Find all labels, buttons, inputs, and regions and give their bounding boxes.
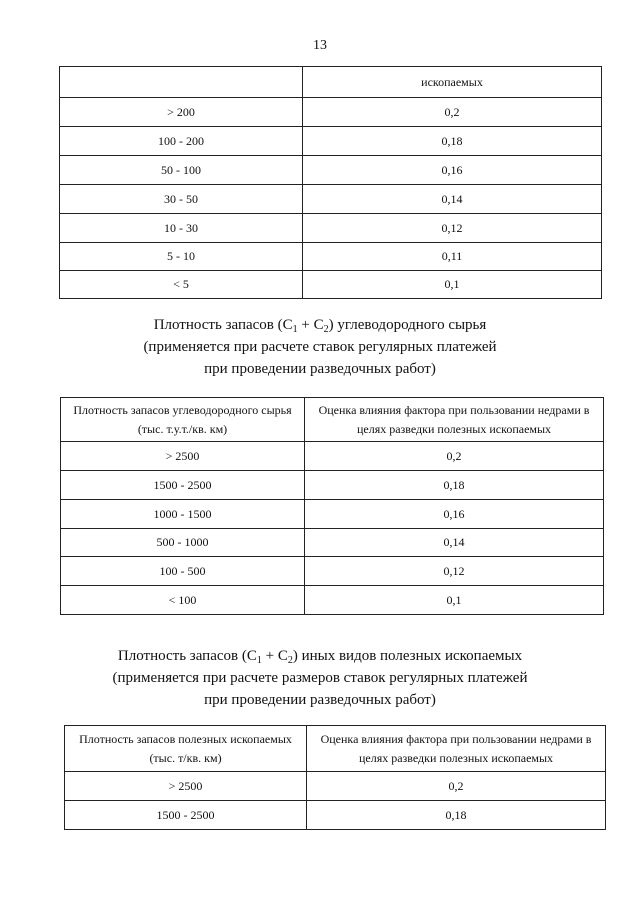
factor-cell: 0,2	[307, 772, 606, 801]
header-cell-factor: Оценка влияния фактора при пользовании недрами в целях разведки полезных ископаемых	[305, 398, 604, 442]
factor-cell: 0,16	[305, 500, 604, 529]
factor-cell: 0,18	[307, 801, 606, 830]
header-cell: ископаемых	[303, 67, 602, 98]
table-row	[60, 156, 602, 185]
table-row	[60, 98, 602, 127]
table-row	[61, 586, 604, 615]
table-header-row	[61, 398, 604, 442]
heading-line: при проведении разведочных работ)	[204, 692, 436, 708]
header-cell-density: Плотность запасов полезных ископаемых (тыс. т/кв. км)	[65, 726, 307, 772]
density-cell: < 5	[60, 271, 303, 299]
heading-line: (применяется при расчете размеров ставок регулярных платежей	[112, 670, 528, 686]
table-row	[65, 801, 606, 830]
density-cell: > 2500	[65, 772, 307, 801]
heading-line: при проведении разведочных работ)	[204, 361, 436, 377]
density-cell: 1500 - 2500	[65, 801, 307, 830]
table-header-row	[65, 726, 606, 772]
density-cell: > 2500	[61, 442, 305, 471]
table-mineral-density	[64, 725, 606, 830]
density-cell: 100 - 200	[60, 127, 303, 156]
table-row	[61, 500, 604, 529]
density-cell: > 200	[60, 98, 303, 127]
table-row	[61, 529, 604, 557]
density-cell: 1000 - 1500	[61, 500, 305, 529]
table-row	[61, 442, 604, 471]
factor-cell: 0,1	[303, 271, 602, 299]
heading-line: (применяется при расчете ставок регулярных платежей	[143, 339, 497, 355]
density-cell: 10 - 30	[60, 214, 303, 243]
factor-cell: 0,11	[303, 243, 602, 271]
section-heading-hydrocarbon	[0, 314, 640, 380]
density-cell: < 100	[61, 586, 305, 615]
table-row	[60, 214, 602, 243]
density-cell: 50 - 100	[60, 156, 303, 185]
table-row	[65, 772, 606, 801]
table-row	[60, 185, 602, 214]
table-continuation	[59, 66, 602, 299]
table-row	[61, 557, 604, 586]
header-cell-density: Плотность запасов углеводородного сырья (тыс. т.у.т./кв. км)	[61, 398, 305, 442]
factor-cell: 0,14	[303, 185, 602, 214]
header-cell-factor: Оценка влияния фактора при пользовании недрами в целях разведки полезных ископаемых	[307, 726, 606, 772]
factor-cell: 0,2	[305, 442, 604, 471]
density-cell: 1500 - 2500	[61, 471, 305, 500]
header-cell	[60, 67, 303, 98]
factor-cell: 0,16	[303, 156, 602, 185]
table-header-row	[60, 67, 602, 98]
heading-line: Плотность запасов $(С_1 + С_2)$ углеводородного сырья	[153, 317, 487, 335]
factor-cell: 0,18	[303, 127, 602, 156]
factor-cell: 0,2	[303, 98, 602, 127]
table-row	[60, 127, 602, 156]
factor-cell: 0,1	[305, 586, 604, 615]
table-row	[60, 271, 602, 299]
section-heading-other-minerals	[0, 645, 640, 711]
heading-line: Плотность запасов $(С_1 + С_2)$ иных видов полезных ископаемых	[117, 648, 523, 666]
density-cell: 100 - 500	[61, 557, 305, 586]
factor-cell: 0,18	[305, 471, 604, 500]
table-row	[61, 471, 604, 500]
density-cell: 5 - 10	[60, 243, 303, 271]
table-hydrocarbon-density	[60, 397, 604, 615]
factor-cell: 0,12	[303, 214, 602, 243]
factor-cell: 0,14	[305, 529, 604, 557]
density-cell: 500 - 1000	[61, 529, 305, 557]
table-row	[60, 243, 602, 271]
density-cell: 30 - 50	[60, 185, 303, 214]
page-number: 13	[313, 38, 327, 53]
factor-cell: 0,12	[305, 557, 604, 586]
